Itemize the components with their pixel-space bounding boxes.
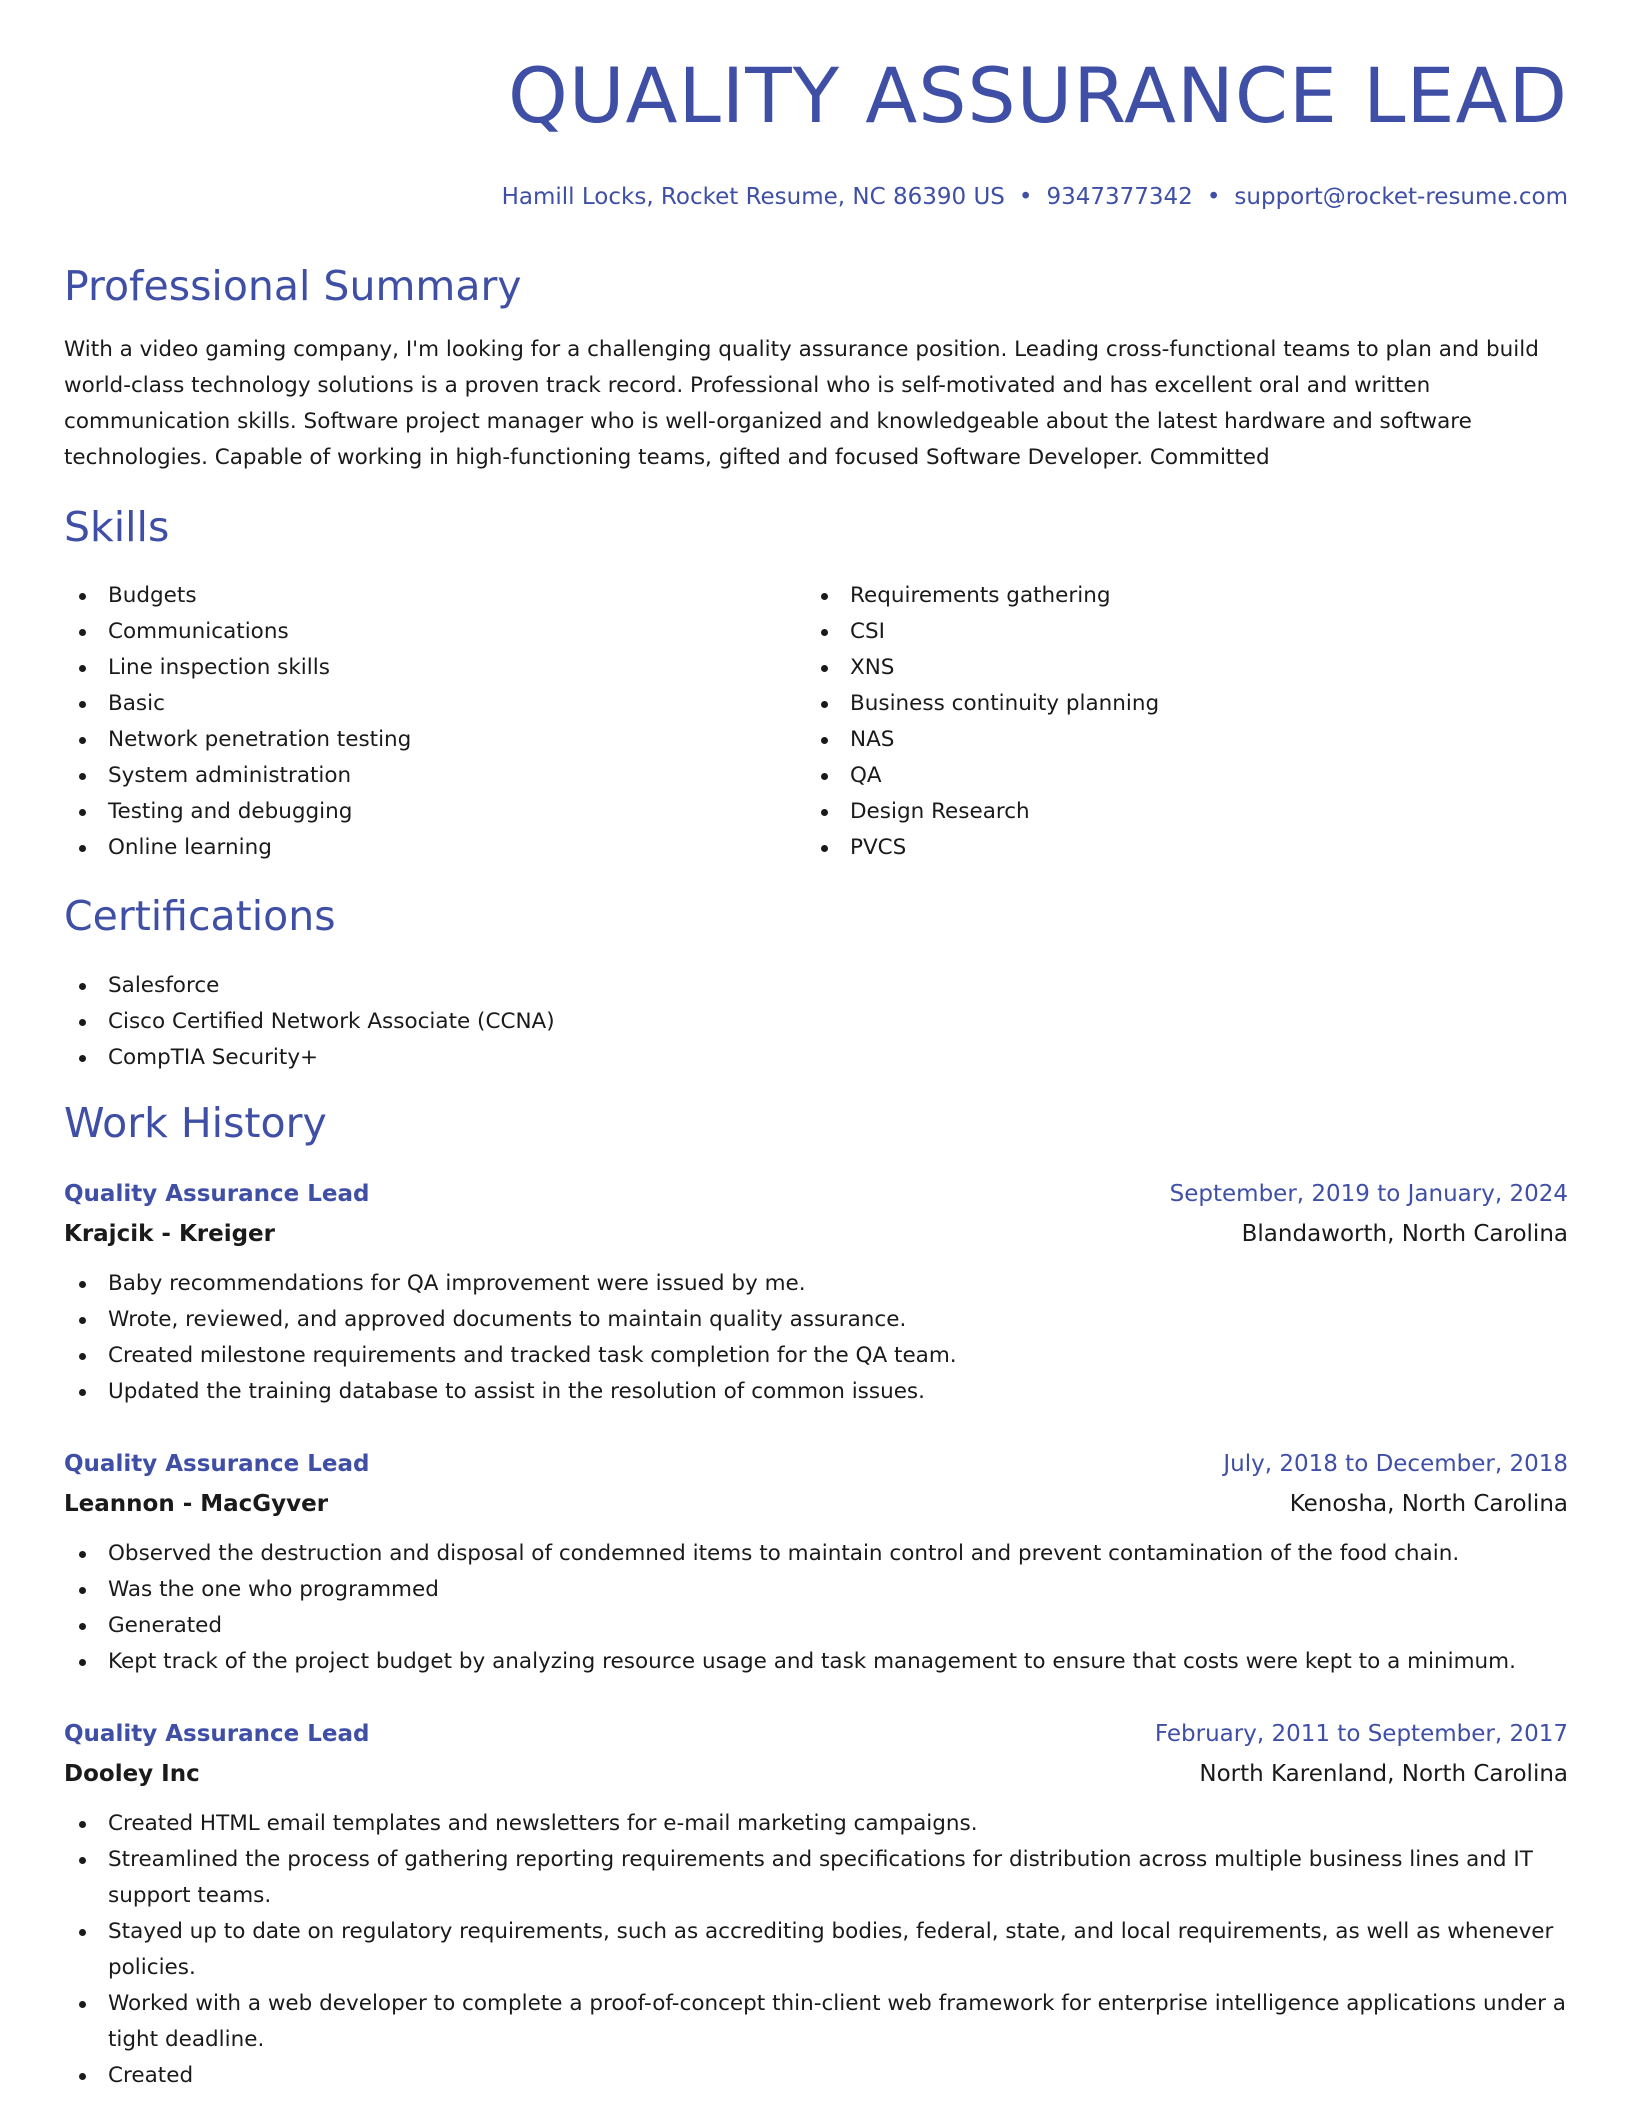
job-header-row bbox=[64, 1716, 1568, 1756]
bullet-icon bbox=[79, 1389, 86, 1396]
contact-email[interactable]: support@rocket-resume.com bbox=[1234, 184, 1568, 210]
bullet-icon bbox=[821, 773, 828, 780]
resume-title: QUALITY ASSURANCE LEAD bbox=[508, 51, 1568, 140]
bullet-icon bbox=[79, 983, 86, 990]
certification-item: CompTIA Security+ bbox=[64, 1040, 964, 1076]
skill-item: System administration bbox=[64, 758, 764, 794]
skill-item: Online learning bbox=[64, 830, 764, 866]
job-bullets bbox=[64, 1806, 1568, 2094]
job-bullet: Updated the training database to assist in the resolution of common issues. bbox=[64, 1374, 1568, 1410]
job-bullet: Stayed up to date on regulatory requirements, such as accrediting bodies, federal, state, and local requirements, as well as whenever policies. bbox=[64, 1914, 1568, 1986]
job-company: Krajcik - Kreiger bbox=[64, 1221, 275, 1247]
job-bullet: Generated bbox=[64, 1608, 1568, 1644]
job-header-row bbox=[64, 1176, 1568, 1216]
job-bullet: Was the one who programmed bbox=[64, 1572, 1568, 1608]
skill-item: Line inspection skills bbox=[64, 650, 764, 686]
bullet-icon bbox=[79, 701, 86, 708]
contact-separator: • bbox=[1206, 184, 1221, 210]
contact-line bbox=[502, 181, 1568, 213]
bullet-icon bbox=[79, 845, 86, 852]
job-entry bbox=[64, 1176, 1568, 1410]
job-bullets bbox=[64, 1536, 1568, 1680]
skill-item: QA bbox=[806, 758, 1506, 794]
job-title: Quality Assurance Lead bbox=[64, 1181, 370, 1207]
job-bullet: Worked with a web developer to complete a proof-of-concept thin-client web framework for enterprise intelligence applications under a tight deadline. bbox=[64, 1986, 1568, 2058]
bullet-icon bbox=[79, 1317, 86, 1324]
bullet-icon bbox=[79, 1929, 86, 1936]
bullet-icon bbox=[821, 593, 828, 600]
job-dates: September, 2019 to January, 2024 bbox=[1169, 1181, 1568, 1207]
job-bullet: Created HTML email templates and newsletters for e-mail marketing campaigns. bbox=[64, 1806, 1568, 1842]
certifications-list bbox=[64, 968, 964, 1076]
job-title: Quality Assurance Lead bbox=[64, 1451, 370, 1477]
skill-item: Communications bbox=[64, 614, 764, 650]
job-company: Dooley Inc bbox=[64, 1761, 200, 1787]
bullet-icon bbox=[79, 1587, 86, 1594]
skill-item: Testing and debugging bbox=[64, 794, 764, 830]
job-company-row bbox=[64, 1756, 1568, 1796]
job-bullet: Streamlined the process of gathering reporting requirements and specifications for distribution across multiple business lines and IT support teams. bbox=[64, 1842, 1568, 1914]
bullet-icon bbox=[79, 629, 86, 636]
job-bullet: Baby recommendations for QA improvement were issued by me. bbox=[64, 1266, 1568, 1302]
job-bullet: Wrote, reviewed, and approved documents to maintain quality assurance. bbox=[64, 1302, 1568, 1338]
certifications-heading: Certifications bbox=[64, 892, 336, 940]
bullet-icon bbox=[821, 737, 828, 744]
bullet-icon bbox=[79, 809, 86, 816]
bullet-icon bbox=[79, 1055, 86, 1062]
skill-item: Network penetration testing bbox=[64, 722, 764, 758]
bullet-icon bbox=[79, 1281, 86, 1288]
contact-address: Hamill Locks, Rocket Resume, NC 86390 US bbox=[501, 184, 1005, 210]
bullet-icon bbox=[79, 1019, 86, 1026]
job-header-row bbox=[64, 1446, 1568, 1486]
certification-item: Cisco Certified Network Associate (CCNA) bbox=[64, 1004, 964, 1040]
job-title: Quality Assurance Lead bbox=[64, 1721, 370, 1747]
summary-heading: Professional Summary bbox=[64, 262, 522, 310]
skill-item: Basic bbox=[64, 686, 764, 722]
bullet-icon bbox=[821, 701, 828, 708]
skill-item: Business continuity planning bbox=[806, 686, 1506, 722]
job-location: Blandaworth, North Carolina bbox=[1241, 1221, 1568, 1247]
bullet-icon bbox=[79, 1551, 86, 1558]
skill-item: Requirements gathering bbox=[806, 578, 1506, 614]
skills-heading: Skills bbox=[64, 503, 170, 551]
bullet-icon bbox=[79, 1857, 86, 1864]
certification-item: Salesforce bbox=[64, 968, 964, 1004]
bullet-icon bbox=[79, 737, 86, 744]
job-dates: July, 2018 to December, 2018 bbox=[1223, 1451, 1568, 1477]
job-company: Leannon - MacGyver bbox=[64, 1491, 329, 1517]
contact-phone[interactable]: 9347377342 bbox=[1046, 184, 1193, 210]
job-entry bbox=[64, 1446, 1568, 1680]
skills-list-right bbox=[806, 578, 1506, 866]
bullet-icon bbox=[821, 629, 828, 636]
skill-item: Budgets bbox=[64, 578, 764, 614]
bullet-icon bbox=[79, 773, 86, 780]
bullet-icon bbox=[79, 593, 86, 600]
bullet-icon bbox=[821, 665, 828, 672]
work-history-heading: Work History bbox=[64, 1099, 327, 1147]
skill-item: CSI bbox=[806, 614, 1506, 650]
summary-text: With a video gaming company, I'm looking for a challenging quality assurance position. Leading cross-functional teams to plan and build world-class technology solutions is a proven track record. Professional who is self-motivated and has excellent oral and written communication skills. Software project manager who is well-organized and knowledgeable about the latest hardware and software technologies. Capable of working in high-functioning teams, gifted and focused Software Developer. Committed bbox=[64, 337, 1539, 470]
bullet-icon bbox=[79, 1821, 86, 1828]
skill-item: NAS bbox=[806, 722, 1506, 758]
bullet-icon bbox=[821, 809, 828, 816]
bullet-icon bbox=[821, 845, 828, 852]
bullet-icon bbox=[79, 1353, 86, 1360]
skill-item: PVCS bbox=[806, 830, 1506, 866]
bullet-icon bbox=[79, 2073, 86, 2080]
skill-item: Design Research bbox=[806, 794, 1506, 830]
job-bullet: Observed the destruction and disposal of condemned items to maintain control and prevent contamination of the food chain. bbox=[64, 1536, 1568, 1572]
job-dates: February, 2011 to September, 2017 bbox=[1154, 1721, 1568, 1747]
job-bullets bbox=[64, 1266, 1568, 1410]
bullet-icon bbox=[79, 2001, 86, 2008]
job-location: Kenosha, North Carolina bbox=[1289, 1491, 1568, 1517]
job-bullet: Created bbox=[64, 2058, 1568, 2094]
job-company-row bbox=[64, 1216, 1568, 1256]
bullet-icon bbox=[79, 1659, 86, 1666]
job-bullet: Created milestone requirements and tracked task completion for the QA team. bbox=[64, 1338, 1568, 1374]
bullet-icon bbox=[79, 665, 86, 672]
bullet-icon bbox=[79, 1623, 86, 1630]
skill-item: XNS bbox=[806, 650, 1506, 686]
job-location: North Karenland, North Carolina bbox=[1199, 1761, 1568, 1787]
job-entry bbox=[64, 1716, 1568, 2094]
contact-separator: • bbox=[1018, 184, 1033, 210]
skills-list-left bbox=[64, 578, 764, 866]
job-bullet: Kept track of the project budget by analyzing resource usage and task management to ensure that costs were kept to a minimum. bbox=[64, 1644, 1568, 1680]
job-company-row bbox=[64, 1486, 1568, 1526]
